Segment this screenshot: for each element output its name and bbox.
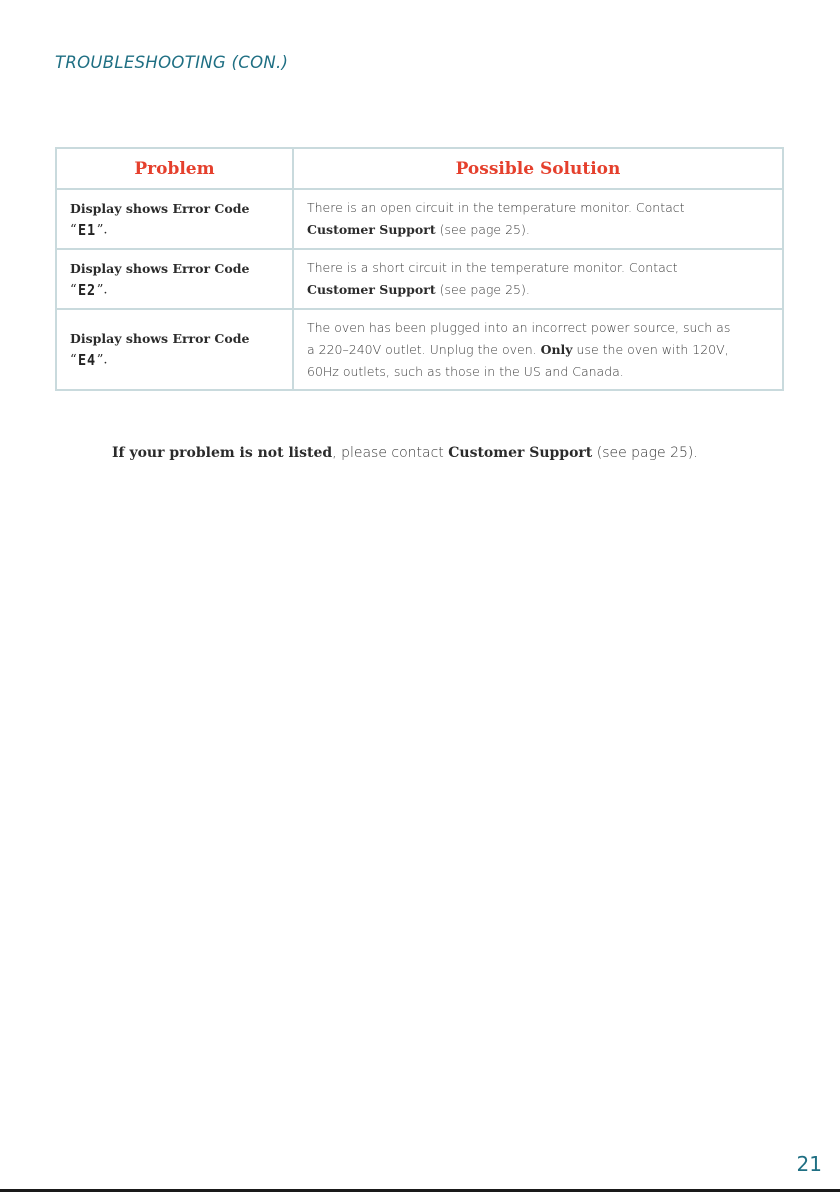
problem-text: Display shows Error Code bbox=[70, 331, 250, 347]
solution-cell bbox=[293, 249, 783, 309]
column-header-solution: Possible Solution bbox=[293, 148, 783, 189]
table-row bbox=[56, 249, 783, 309]
table-header-row bbox=[56, 148, 783, 189]
solution-tail: (see page 25). bbox=[435, 282, 530, 297]
solution-text: There is a short circuit in the temperature monitor. Contact bbox=[307, 260, 678, 275]
solution-line-2a: a 220–240V outlet. Unplug the oven. bbox=[307, 341, 541, 357]
problem-cell bbox=[56, 309, 293, 390]
error-code: E4 bbox=[77, 351, 96, 370]
problem-text: Display shows Error Code bbox=[70, 260, 250, 276]
note-bold-lead: If your problem is not listed bbox=[112, 445, 333, 461]
error-code-line: “E1”. bbox=[70, 220, 108, 239]
error-code-line: “E2”. bbox=[70, 280, 108, 299]
column-header-problem: Problem bbox=[56, 148, 293, 189]
table-row bbox=[56, 189, 783, 249]
customer-support-label: Customer Support bbox=[307, 282, 436, 297]
only-emphasis: Only bbox=[540, 341, 573, 357]
not-listed-note bbox=[112, 445, 698, 461]
error-code: E1 bbox=[77, 220, 96, 239]
problem-text: Display shows Error Code bbox=[70, 200, 250, 216]
page-section-title: TROUBLESHOOTING (CON.) bbox=[55, 53, 289, 72]
problem-cell bbox=[56, 249, 293, 309]
note-tail: (see page 25). bbox=[592, 445, 698, 461]
note-middle: , please contact bbox=[332, 445, 449, 461]
error-code: E2 bbox=[77, 280, 96, 299]
solution-line-2b: use the oven with 120V, bbox=[572, 341, 729, 357]
solution-tail: (see page 25). bbox=[435, 222, 530, 237]
customer-support-label: Customer Support bbox=[307, 222, 436, 237]
solution-line-1: The oven has been plugged into an incorrect power source, such as bbox=[307, 319, 731, 335]
problem-cell bbox=[56, 189, 293, 249]
solution-text: There is an open circuit in the temperature monitor. Contact bbox=[307, 200, 685, 215]
solution-line-2 bbox=[307, 339, 772, 361]
page-number: 21 bbox=[796, 1152, 822, 1176]
solution-cell bbox=[293, 189, 783, 249]
note-customer-support: Customer Support bbox=[448, 445, 593, 461]
solution-cell bbox=[293, 309, 783, 390]
table-row bbox=[56, 309, 783, 390]
error-code-line: “E4”. bbox=[70, 351, 108, 370]
troubleshooting-table bbox=[55, 147, 784, 391]
solution-line-3: 60Hz outlets, such as those in the US and Canada. bbox=[307, 363, 624, 379]
